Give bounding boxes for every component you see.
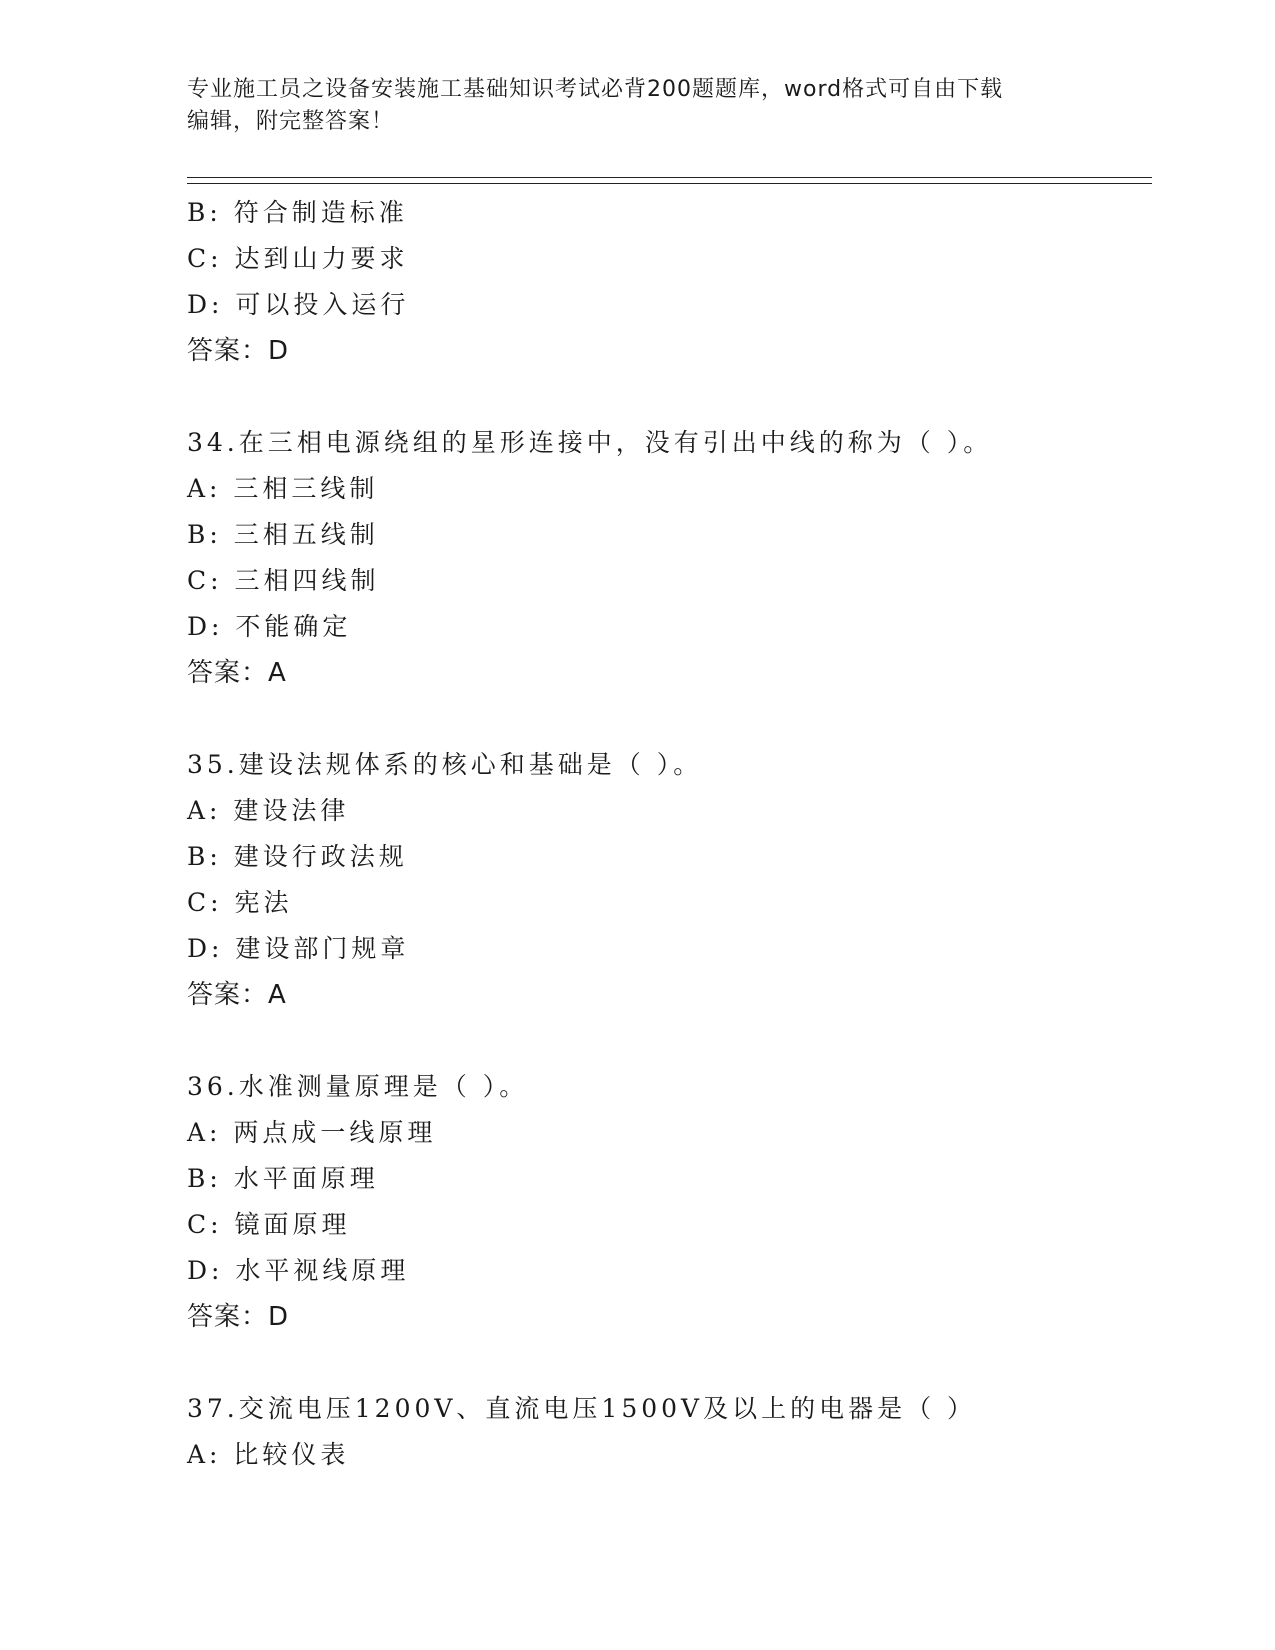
header-rule-bottom xyxy=(187,183,1152,184)
option-a: A: 建设法律 xyxy=(187,796,350,825)
question-37 xyxy=(187,1386,1147,1478)
option-c: C: 三相四线制 xyxy=(187,566,380,595)
option-c: C: 镜面原理 xyxy=(187,1210,351,1239)
answer: 答案：A xyxy=(187,980,287,1010)
question-stem: 35.建设法规体系的核心和基础是（ ）。 xyxy=(187,750,703,779)
option-a: A: 两点成一线原理 xyxy=(187,1118,437,1147)
header-line-2: 编辑，附完整答案！ xyxy=(187,109,395,134)
option-c: C: 宪法 xyxy=(187,888,293,917)
option-b: B: 水平面原理 xyxy=(187,1164,379,1193)
header-rule-top xyxy=(187,177,1152,178)
option-b: B: 符合制造标准 xyxy=(187,198,408,227)
spacer xyxy=(187,374,1147,420)
question-stem: 34.在三相电源绕组的星形连接中，没有引出中线的称为（ ）。 xyxy=(187,428,993,457)
option-a: A: 比较仪表 xyxy=(187,1440,350,1469)
option-d: D: 建设部门规章 xyxy=(187,934,410,963)
question-35 xyxy=(187,742,1147,1018)
answer: 答案：D xyxy=(187,336,290,366)
question-stem: 37.交流电压1200V、直流电压1500V及以上的电器是（ ） xyxy=(187,1394,977,1423)
option-c: C: 达到山力要求 xyxy=(187,244,409,273)
question-stem: 36.水准测量原理是（ ）。 xyxy=(187,1072,529,1101)
spacer xyxy=(187,696,1147,742)
option-d: D: 可以投入运行 xyxy=(187,290,410,319)
option-b: B: 三相五线制 xyxy=(187,520,379,549)
question-36 xyxy=(187,1064,1147,1340)
document-header xyxy=(187,74,1087,138)
option-a: A: 三相三线制 xyxy=(187,474,379,503)
answer: 答案：D xyxy=(187,1302,290,1332)
question-list xyxy=(187,190,1147,1478)
option-d: D: 不能确定 xyxy=(187,612,352,641)
spacer xyxy=(187,1018,1147,1064)
header-line-1: 专业施工员之设备安装施工基础知识考试必背200题题库，word格式可自由下载 xyxy=(187,77,1004,102)
option-b: B: 建设行政法规 xyxy=(187,842,408,871)
question-33-partial xyxy=(187,190,1147,374)
option-d: D: 水平视线原理 xyxy=(187,1256,410,1285)
answer: 答案：A xyxy=(187,658,287,688)
question-34 xyxy=(187,420,1147,696)
spacer xyxy=(187,1340,1147,1386)
